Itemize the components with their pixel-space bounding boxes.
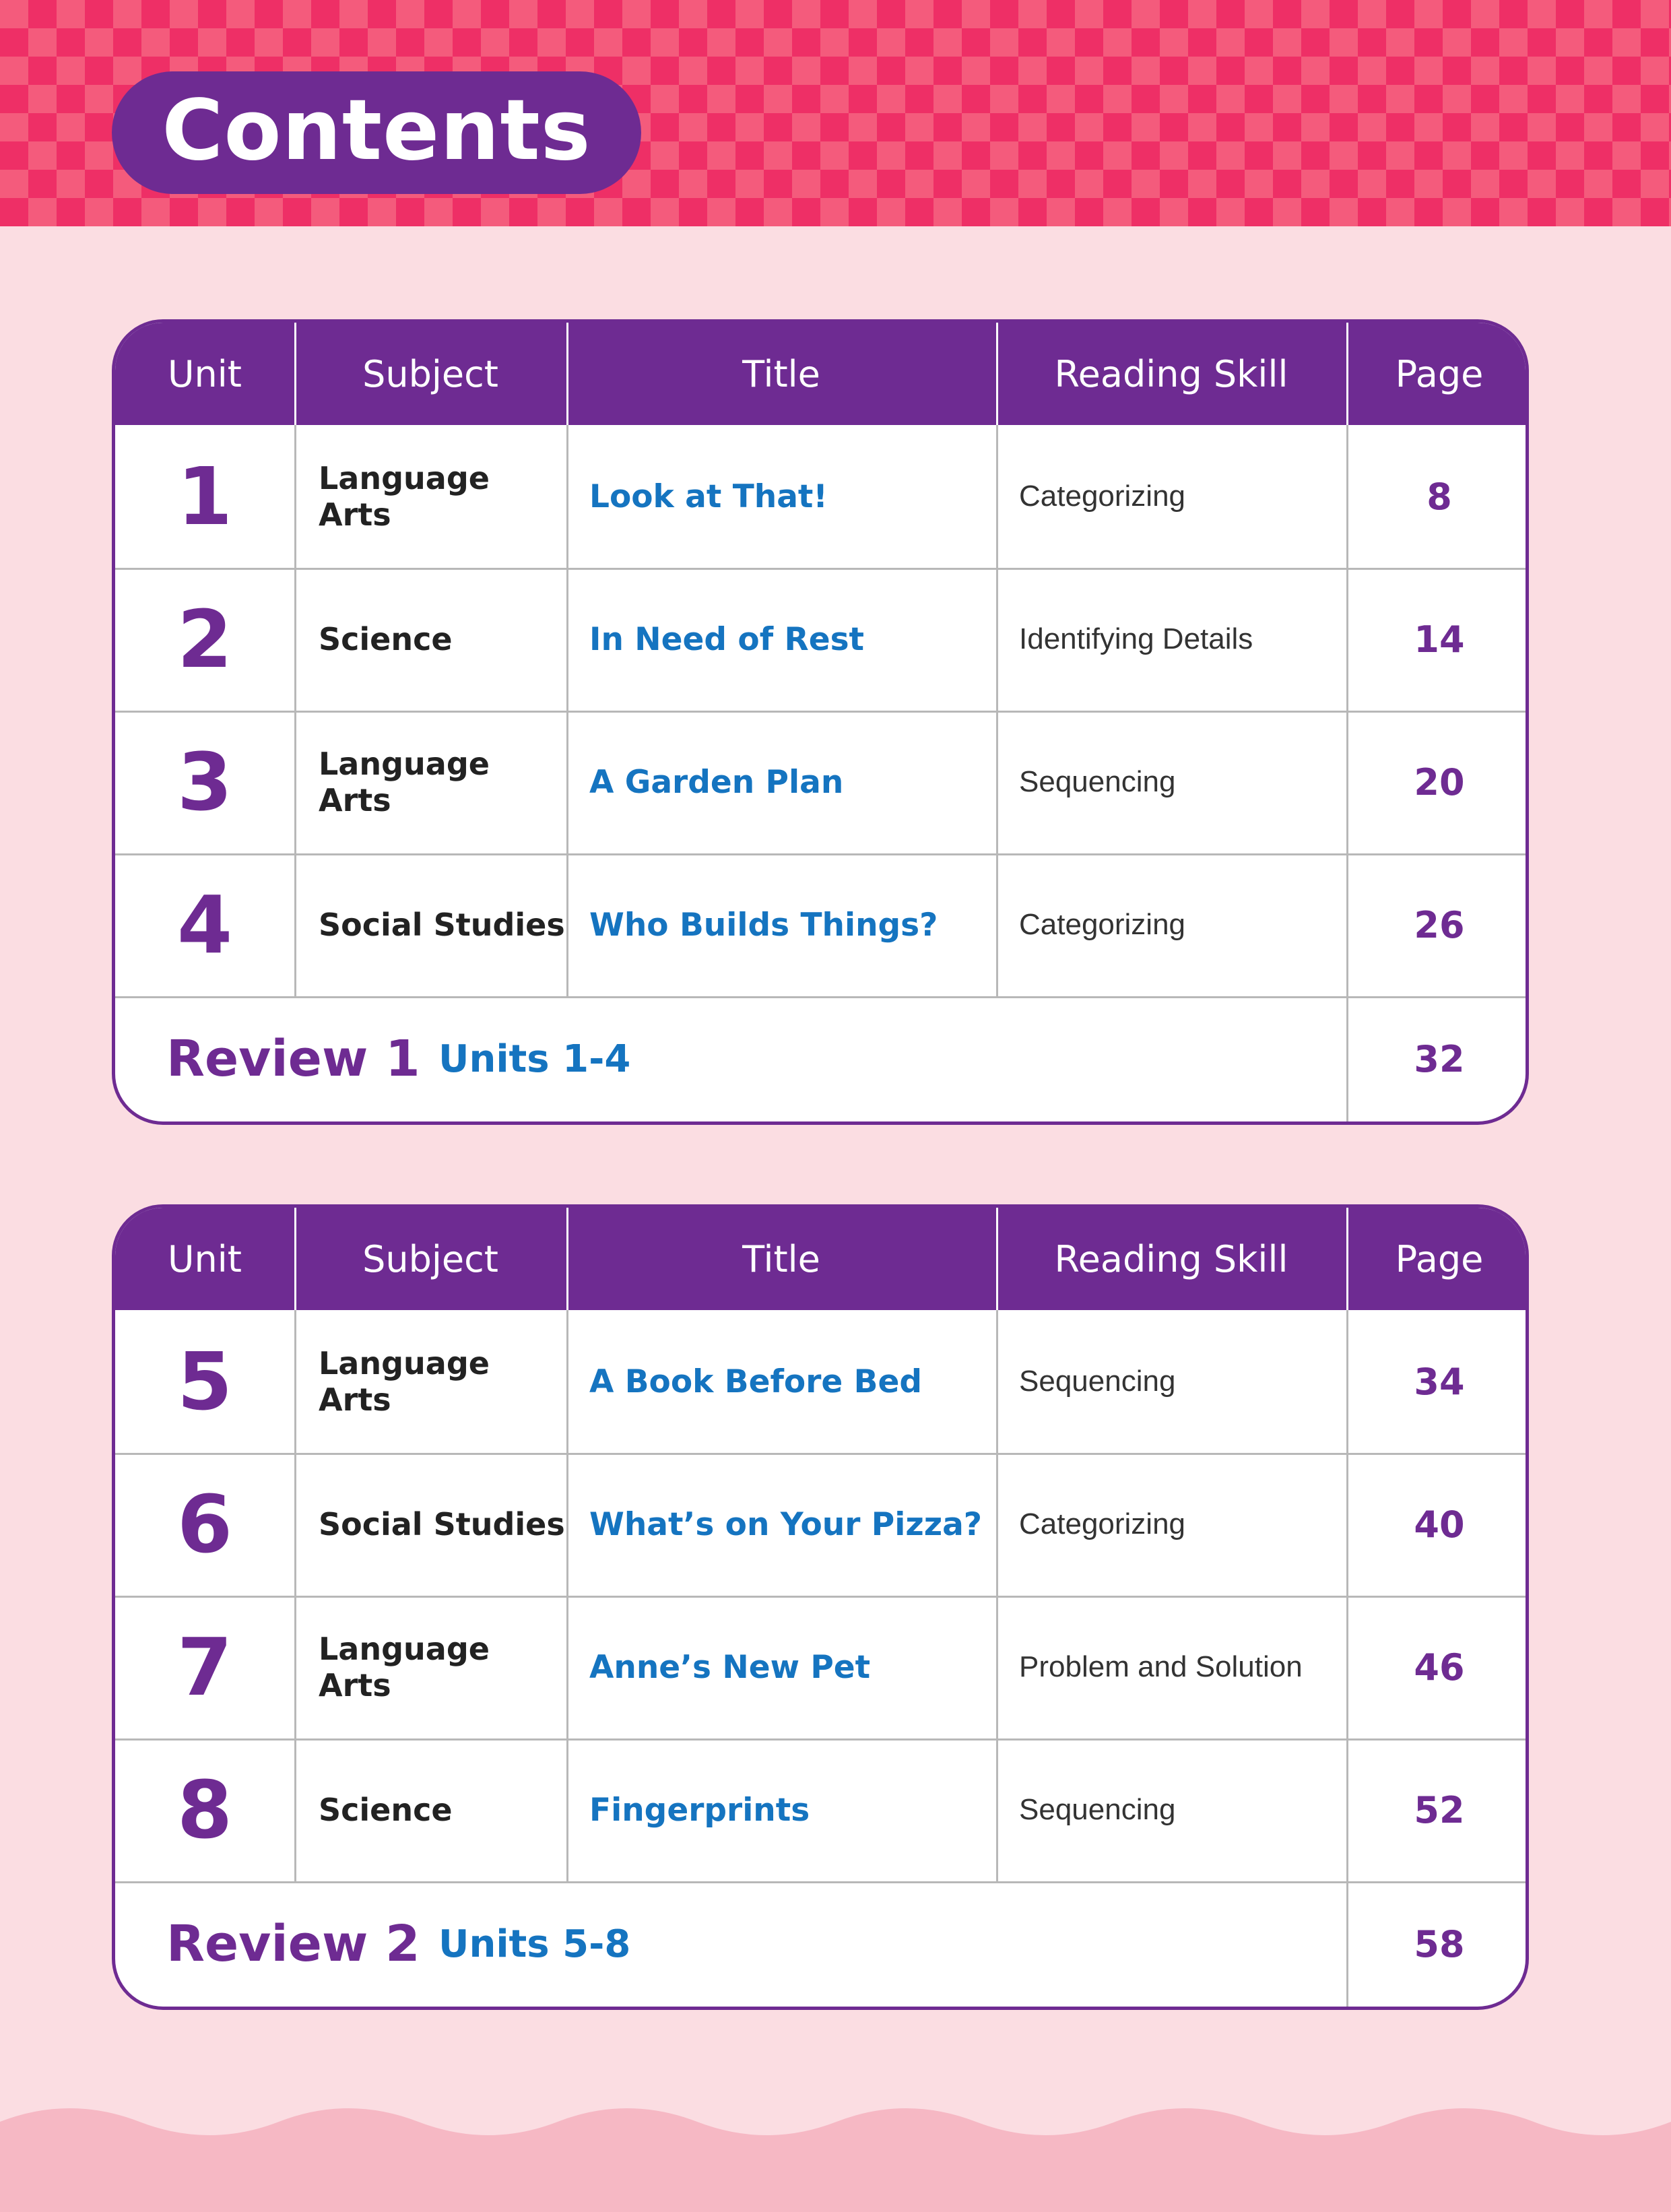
page-number: 8 — [1427, 475, 1452, 518]
review-row — [115, 996, 1526, 1121]
unit-number: 3 — [176, 736, 233, 828]
header-divider — [996, 1208, 998, 1310]
table-row — [115, 425, 1526, 568]
header-reading-skill: Reading Skill — [1054, 1237, 1288, 1280]
reading-skill-cell: Sequencing — [1019, 1365, 1176, 1398]
unit-number: 2 — [176, 593, 233, 686]
header-title: Title — [742, 1237, 820, 1280]
page-number: 14 — [1414, 618, 1465, 661]
header-subject: Subject — [362, 1237, 498, 1280]
table-row — [115, 568, 1526, 711]
page-number: 52 — [1414, 1788, 1465, 1831]
review-label: Review 2 — [166, 1915, 420, 1973]
title-cell: Look at That! — [589, 478, 828, 515]
contents-table-2 — [112, 1204, 1529, 2010]
title-cell: In Need of Rest — [589, 620, 865, 658]
page-number: 34 — [1414, 1360, 1465, 1403]
subject-cell: Language Arts — [319, 746, 490, 818]
unit-number: 1 — [176, 450, 233, 543]
subject-cell: Language Arts — [319, 1631, 490, 1703]
page-number: 20 — [1414, 760, 1465, 804]
table-row — [115, 1310, 1526, 1453]
unit-number: 5 — [176, 1335, 233, 1428]
review-row — [115, 1881, 1526, 2007]
header-unit: Unit — [168, 1237, 242, 1280]
reading-skill-cell: Identifying Details — [1019, 622, 1253, 655]
table-row — [115, 1738, 1526, 1881]
unit-number: 6 — [176, 1478, 233, 1571]
reading-skill-cell: Sequencing — [1019, 1793, 1176, 1826]
header-title: Title — [742, 352, 820, 395]
title-cell: Who Builds Things? — [589, 906, 938, 944]
table-row — [115, 1453, 1526, 1596]
title-cell: What’s on Your Pizza? — [589, 1505, 983, 1543]
page-number: 46 — [1414, 1646, 1465, 1689]
table-row — [115, 711, 1526, 853]
unit-number: 8 — [176, 1763, 233, 1856]
title-cell: Fingerprints — [589, 1791, 810, 1829]
page-number: 58 — [1414, 1922, 1465, 1965]
subject-cell: Science — [319, 1792, 453, 1828]
page-number: 26 — [1414, 903, 1465, 946]
contents-title-badge — [112, 71, 641, 194]
bottom-wave-decoration — [0, 2102, 1671, 2212]
reading-skill-cell: Sequencing — [1019, 765, 1176, 798]
header-reading-skill: Reading Skill — [1054, 352, 1288, 395]
subject-cell: Social Studies — [319, 907, 565, 943]
header-divider — [1346, 1208, 1348, 1310]
header-divider — [566, 1208, 568, 1310]
title-cell: A Garden Plan — [589, 763, 844, 801]
header-divider — [1346, 323, 1348, 425]
page-number: 32 — [1414, 1037, 1465, 1080]
subject-cell: Language Arts — [319, 460, 490, 533]
review-label: Review 1 — [166, 1030, 420, 1088]
page-number: 40 — [1414, 1503, 1465, 1546]
header-unit: Unit — [168, 352, 242, 395]
table-row — [115, 853, 1526, 996]
reading-skill-cell: Problem and Solution — [1019, 1650, 1303, 1683]
subject-cell: Science — [319, 621, 453, 657]
contents-table-1 — [112, 319, 1529, 1125]
reading-skill-cell: Categorizing — [1019, 480, 1186, 513]
subject-cell: Language Arts — [319, 1345, 490, 1418]
reading-skill-cell: Categorizing — [1019, 1507, 1186, 1540]
header-divider — [996, 323, 998, 425]
subject-cell: Social Studies — [319, 1506, 565, 1542]
table-header — [115, 1208, 1526, 1310]
unit-number: 7 — [176, 1621, 233, 1714]
title-cell: A Book Before Bed — [589, 1363, 922, 1400]
page-title: Contents — [162, 82, 591, 179]
header-divider — [566, 323, 568, 425]
header-page: Page — [1395, 1237, 1484, 1280]
header-subject: Subject — [362, 352, 498, 395]
header-divider — [294, 323, 296, 425]
header-page: Page — [1395, 352, 1484, 395]
table-header — [115, 323, 1526, 425]
table-row — [115, 1596, 1526, 1738]
review-units: Units 5-8 — [438, 1922, 631, 1966]
title-cell: Anne’s New Pet — [589, 1648, 871, 1686]
unit-number: 4 — [176, 878, 233, 971]
reading-skill-cell: Categorizing — [1019, 908, 1186, 941]
review-units: Units 1-4 — [438, 1037, 631, 1081]
header-divider — [294, 1208, 296, 1310]
